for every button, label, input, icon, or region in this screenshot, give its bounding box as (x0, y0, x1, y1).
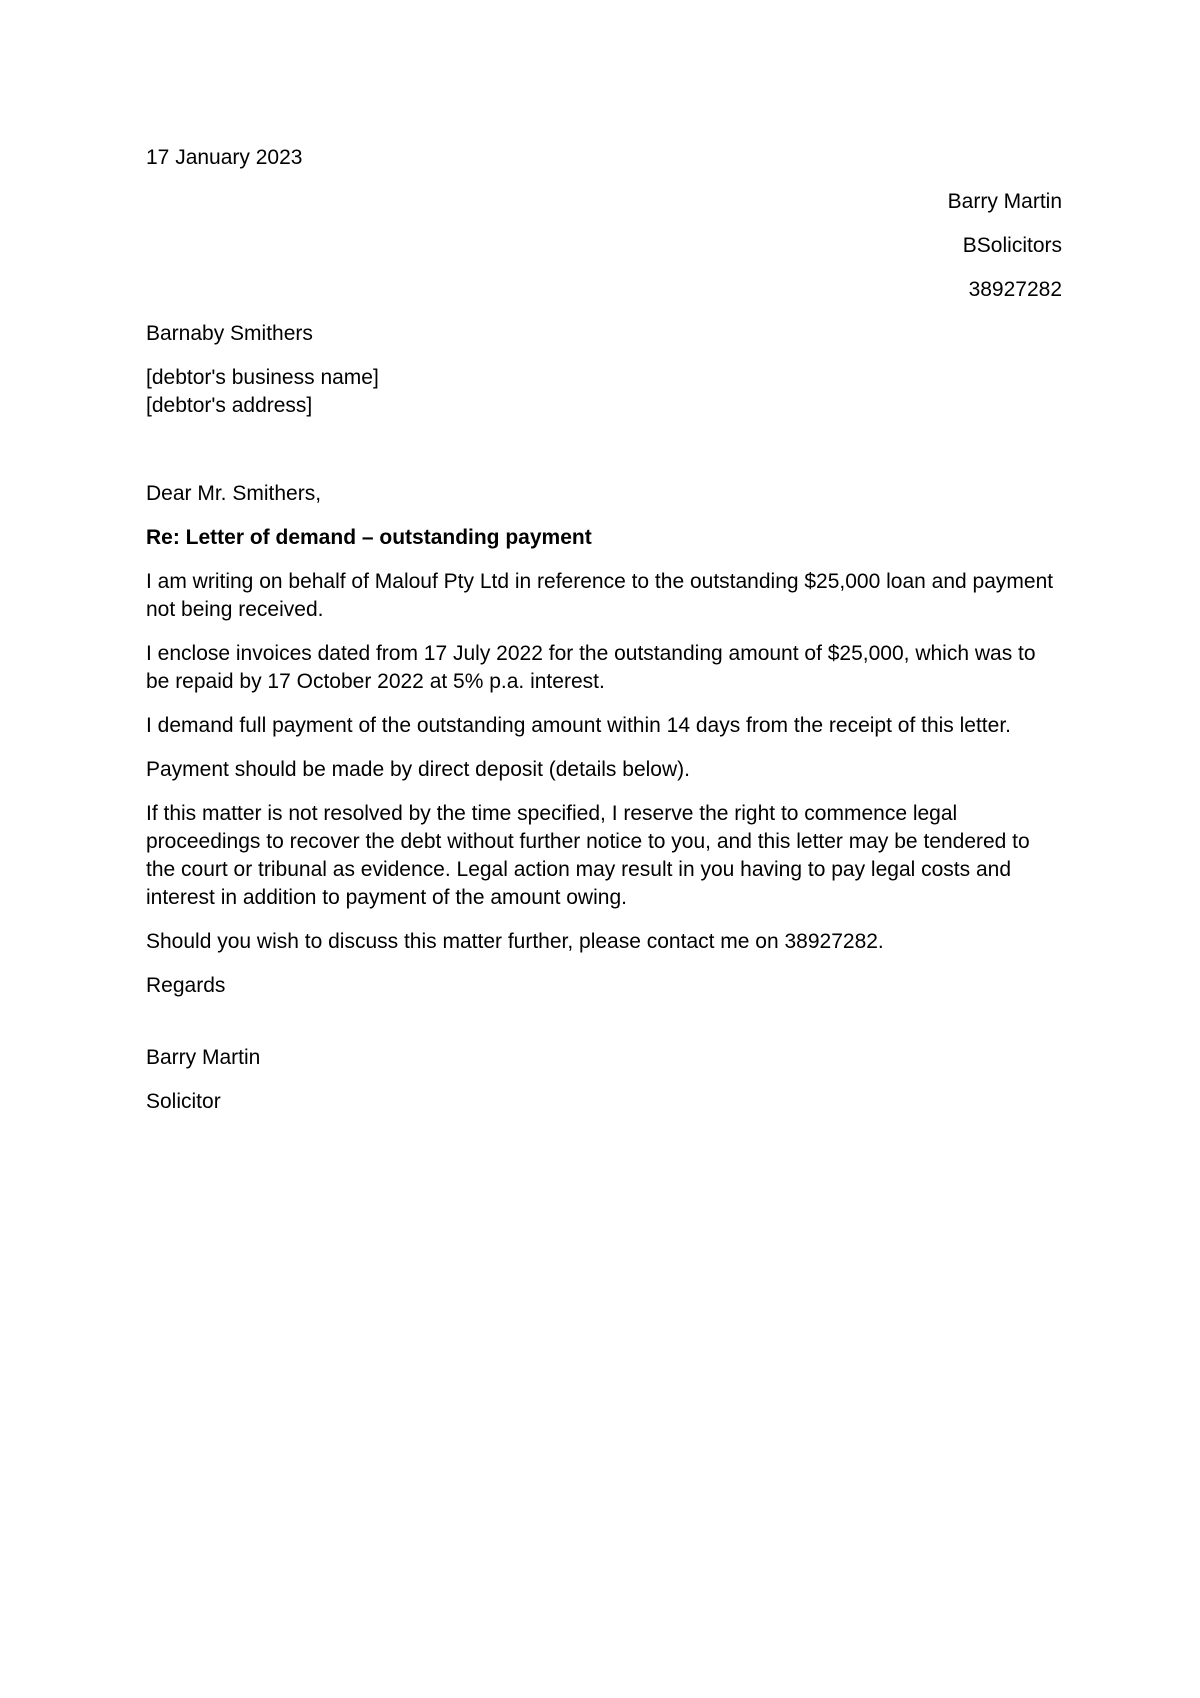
body-paragraph: I am writing on behalf of Malouf Pty Ltd in reference to the outstanding $25,000 loan and payment not being received. (146, 570, 1054, 621)
body-paragraph: I demand full payment of the outstanding amount within 14 days from the receipt of this letter. (146, 714, 1011, 737)
signature-title: Solicitor (146, 1090, 221, 1113)
sender-firm: BSolicitors (962, 234, 1062, 257)
recipient-name: Barnaby Smithers (146, 322, 313, 345)
sender-block (146, 188, 1062, 304)
body-paragraph: If this matter is not resolved by the time specified, I reserve the right to commence legal proceedings to recover the debt without further notice to you, and this letter may be tendered to the court or tribunal as evidence. Legal action may result in you having to pay legal costs and interest in addition to payment of the amount owing. (146, 802, 1030, 909)
body-paragraph: I enclose invoices dated from 17 July 2022 for the outstanding amount of $25,000, which was to be repaid by 17 October 2022 at 5% p.a. interest. (146, 642, 1036, 693)
recipient-address: [debtor's address] (146, 394, 313, 417)
signature-name: Barry Martin (146, 1046, 261, 1069)
recipient-business: [debtor's business name] (146, 366, 379, 389)
letter-page (146, 144, 1062, 1116)
salutation: Dear Mr. Smithers, (146, 482, 322, 505)
body-paragraph: Should you wish to discuss this matter further, please contact me on 38927282. (146, 930, 884, 953)
sender-phone: 38927282 (968, 278, 1062, 301)
body-paragraph: Payment should be made by direct deposit (details below). (146, 758, 690, 781)
subject-line: Re: Letter of demand – outstanding payment (146, 526, 592, 549)
sender-name: Barry Martin (947, 190, 1062, 213)
closing: Regards (146, 974, 226, 997)
letter-date: 17 January 2023 (146, 146, 303, 169)
recipient-address-block (146, 364, 1062, 420)
